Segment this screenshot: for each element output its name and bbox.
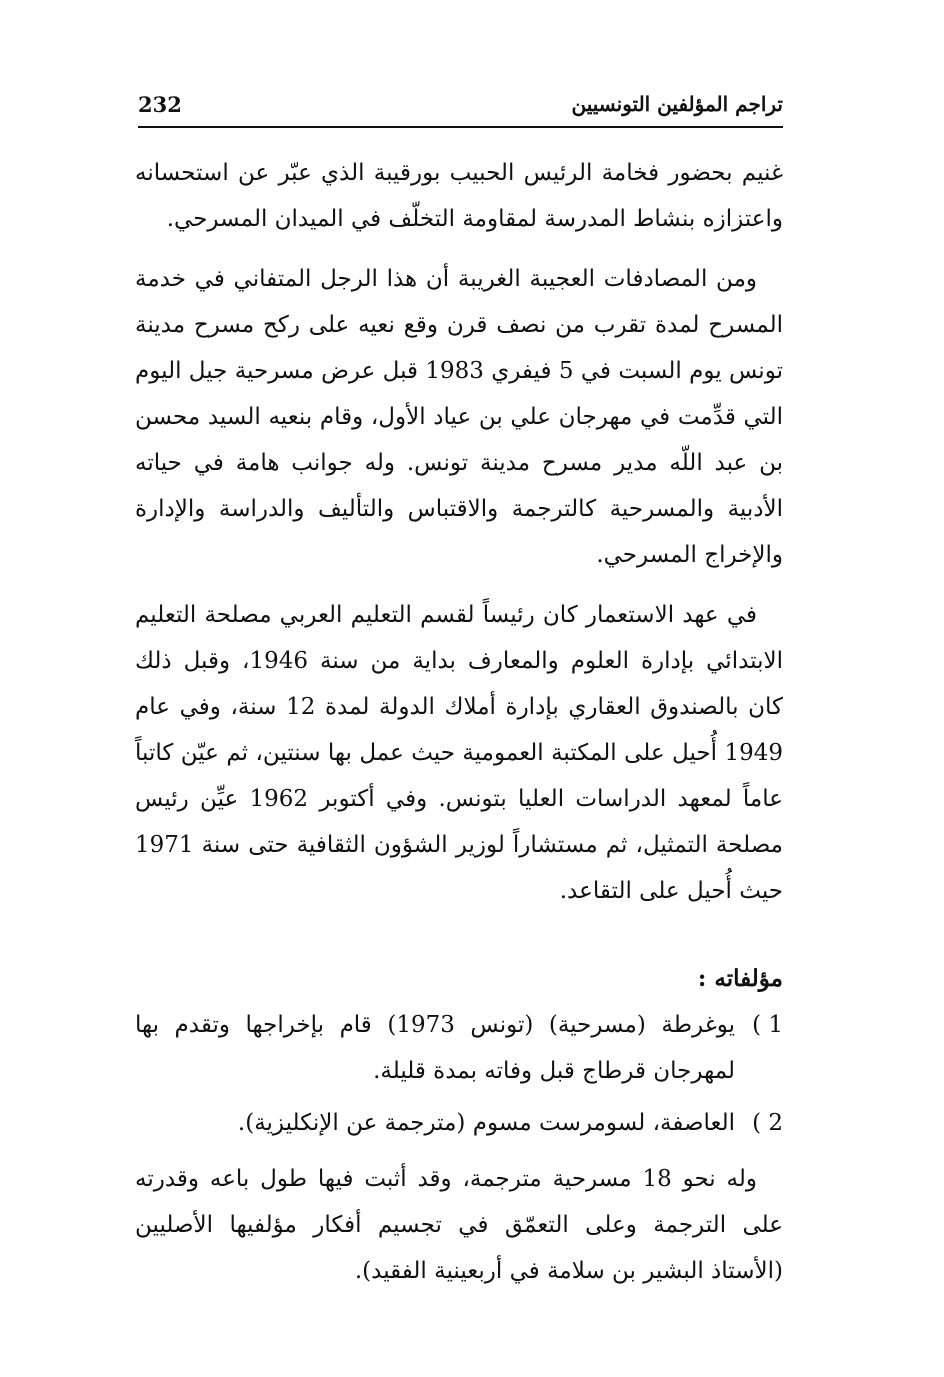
- list-item-number: 1 ): [752, 1012, 783, 1038]
- list-item-number: 2 ): [752, 1110, 783, 1136]
- body-text: [135, 150, 783, 1294]
- paragraph-1: غنيم بحضور فخامة الرئيس الحبيب بورقيبة الذي عبّر عن استحسانه واعتزازه بنشاط المدرسة لمقاومة التخلّف في الميدان المسرحي.: [135, 160, 783, 232]
- list-item: [135, 1002, 783, 1094]
- list-item-text: العاصفة، لسومرست مسوم (مترجمة عن الإنكليزية).: [237, 1110, 735, 1136]
- list-item: [135, 1100, 783, 1146]
- paragraph-3: في عهد الاستعمار كان رئيساً لقسم التعليم العربي مصلحة التعليم الابتدائي بإدارة العلوم والمعارف بداية من سنة 1946، وقبل ذلك كان بالصندوق العقاري بإدارة أملاك الدولة لمدة 12 سنة، وفي عام 1949 أُحيل على المكتبة العمومية حيث عمل بها سنتين، ثم عيّن كاتباً عاماً لمعهد الدراسات العليا بتونس. وفي أكتوبر 1962 عيِّن رئيس مصلحة التمثيل، ثم مستشاراً لوزير الشؤون الثقافية حتى سنة 1971 حيث أُحيل على التقاعد.: [135, 602, 784, 904]
- closing-paragraph: وله نحو 18 مسرحية مترجمة، وقد أثبت فيها طول باعه وقدرته على الترجمة وعلى التعمّق في تجسيم أفكار مؤلفيها الأصليين (الأستاذ البشير بن سلامة في أربعينية الفقيد).: [135, 1166, 783, 1284]
- works-heading: مؤلفاته :: [697, 965, 783, 992]
- running-title: تراجم المؤلفين التونسيين: [571, 92, 783, 116]
- list-item-text: يوغرطة (مسرحية) (تونس 1973) قام بإخراجها وتقدم بها لمهرجان قرطاج قبل وفاته بمدة قليلة.: [135, 1012, 736, 1084]
- works-list: [135, 1002, 783, 1146]
- page-header: [138, 92, 783, 128]
- page-number: 232: [138, 92, 182, 117]
- paragraph-2: ومن المصادفات العجيبة الغريبة أن هذا الرجل المتفاني في خدمة المسرح لمدة تقرب من نصف قرن وقع نعيه على ركح مسرح مدينة تونس يوم السبت في 5 فيفري 1983 قبل عرض مسرحية جيل اليوم التي قدِّمت في مهرجان علي بن عياد الأول، وقام بنعيه السيد محسن بن عبد اللّه مدير مسرح مدينة تونس. وله جوانب هامة في حياته الأدبية والمسرحية كالترجمة والاقتباس والتأليف والدراسة والإدارة والإخراج المسرحي.: [135, 266, 783, 568]
